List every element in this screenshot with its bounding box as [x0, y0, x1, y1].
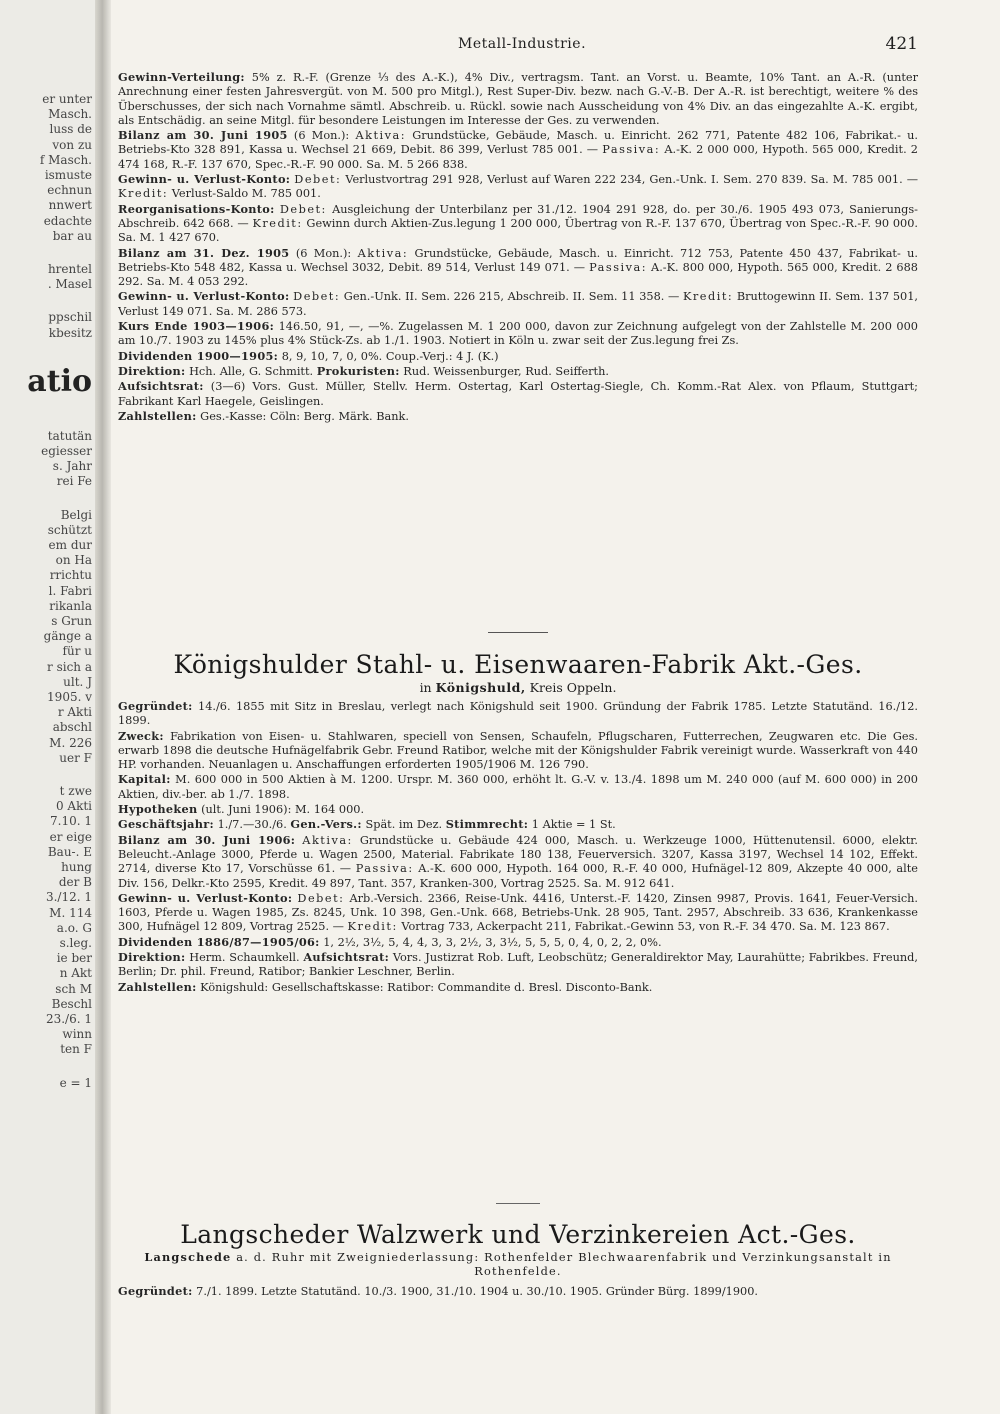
fragment-line: on Ha [55, 553, 92, 568]
fragment-line: schützt [47, 522, 92, 537]
section-title: Langscheder Walzwerk und Verzinkereien Act.-Ges. [180, 1220, 856, 1249]
top-entry [118, 70, 918, 424]
fragment-line: s Grun [51, 614, 92, 628]
fragment-line: ie ber [56, 951, 92, 966]
fragment-line: Belgi [60, 507, 92, 522]
fragment-line: er unter [42, 92, 92, 106]
fragment-line: . Masel [47, 277, 92, 292]
section-body [118, 699, 918, 995]
entry-paragraph: Gegründet: 14./6. 1855 mit Sitz in Breslau, verlegt nach Königshuld seit 1900. Gründung der Fabrik 1785. Letzte Statutänd. 16./12. 1899. [118, 699, 918, 728]
subtitle-suffix: Kreis Oppeln. [529, 680, 617, 695]
fragment-line: sch M [55, 981, 92, 996]
section-subtitle [118, 1250, 918, 1280]
fragment-line: gänge a [43, 629, 92, 644]
fragment-line: a.o. G [56, 920, 92, 935]
fragment-line: 23./6. 1 [45, 1012, 92, 1026]
fragment-line: Beschl [51, 996, 92, 1011]
entry-paragraph: Direktion: Herm. Schaumkell. Aufsichtsrat: Vors. Justizrat Rob. Luft, Leobschütz; Generaldirektor May, Laurahütte; Fabrikbes. Freund, Berlin; Dr. phil. Freund, Ratibor; Bankier Leschner, Berlin. [118, 950, 918, 979]
fragment-line: luss de [49, 122, 92, 137]
fragment-line: er eige [49, 829, 92, 844]
fragment-line: hrentel [47, 262, 92, 276]
fragment-line: M. 114 [49, 905, 92, 920]
fragment-line: abschl [52, 720, 92, 735]
fragment-line: 7.10. 1 [50, 814, 92, 829]
entry-paragraph: Dividenden 1886/87—1905/06: 1, 2½, 3½, 5, 4, 4, 3, 3, 2½, 3, 3½, 5, 5, 5, 0, 4, 0, 2, 2, 0%. [118, 934, 662, 949]
fragment-line: 1905. v [47, 690, 92, 704]
section-langscheder [118, 1220, 918, 1299]
section-divider [118, 632, 918, 633]
fragment-line: winn [62, 1027, 92, 1042]
entry-paragraph: Zweck: Fabrikation von Eisen- u. Stahlwaren, speciell von Sensen, Schaufeln, Pflugscharen, Futterrechen, Zeugwaren etc. Die Ges. erwarb 1898 die deutsche Hufnägelfabrik Gebr. Freund Ratibor, welche mit der Königshulder Fabrik vereinigt wurde. Wasserkraft von 440 HP. vorhanden. Neuanlagen u. Anschaffungen erforderten 1905/1906 M. 126 790. [118, 728, 918, 772]
entry-paragraph: Geschäftsjahr: 1./7.—30./6. Gen.-Vers.: Spät. im Dez. Stimmrecht: 1 Aktie = 1 St. [118, 817, 616, 832]
location-name: Langschede [144, 1250, 232, 1264]
fragment-line: s. Jahr [52, 459, 92, 474]
fragment-line: für u [62, 644, 92, 659]
adjacent-page-fragment [0, 0, 95, 1414]
fragment-line: rrichtu [49, 568, 92, 583]
entry-paragraph: Gewinn- u. Verlust-Konto: Debet: Arb.-Versich. 2366, Reise-Unk. 4416, Unterst.-F. 1420, Zinsen 9987, Provis. 1641, Feuer-Versich. 1603, Pferde u. Wagen 1985, Zs. 8245, Unk. 10 398, Gen.-Unk. 668, Betriebs-Unk. 28 905, Tant. 2957, Abschreib. 33 636, Krankenkasse 300, Hufnägel 12 809, Vortrag 2525. — Kredit: Vortrag 733, Ackerpacht 211, Fabrikat.-Gewinn 53, von R.-F. 34 470. Sa. M. 123 867. [118, 890, 918, 934]
fragment-line: r Akti [57, 705, 92, 720]
fragment-line: kbesitz [48, 325, 92, 340]
fragment-line: e = 1 [59, 1075, 92, 1090]
page-number: 421 [885, 34, 918, 54]
entry-paragraph: Kurs Ende 1903—1906: 146.50, 91, —, —%. Zugelassen M. 1 200 000, davon zur Zeichnung aufgelegt von der Zahlstelle M. 200 000 am 10./7. 1903 zu 145% plus 4% Stück-Zs. ab 1./1. 1903. Notiert in Köln u. zwar seit der Zus.legung frei Zs. [118, 319, 918, 348]
fragment-line: der B [58, 875, 92, 890]
fragment-line: egiesser [41, 444, 92, 458]
fragment-line: ten F [60, 1042, 92, 1057]
fragment-line: rikanla [49, 598, 92, 613]
fragment-line: 0 Akti [55, 799, 92, 814]
fragment-line: nnwert [48, 198, 92, 213]
entry-paragraph: Dividenden 1900—1905: 8, 9, 10, 7, 0, 0%. Coup.-Verj.: 4 J. (K.) [118, 348, 499, 363]
fragment-line: uer F [59, 750, 92, 765]
document-page [118, 0, 918, 1414]
entry-paragraph: Zahlstellen: Ges.-Kasse: Cöln: Berg. Märk. Bank. [118, 408, 409, 423]
entry-paragraph: Kapital: M. 600 000 in 500 Aktien à M. 1200. Urspr. M. 360 000, erhöht lt. G.-V. v. 13./4. 1898 um M. 240 000 (auf M. 600 000) in 200 Aktien, div.-ber. ab 1./7. 1898. [118, 772, 918, 801]
fragment-line: ppschil [48, 310, 92, 325]
fragment-line: em dur [48, 538, 92, 552]
entry-paragraph: Reorganisations-Konto: Debet: Ausgleichung der Unterbilanz per 31./12. 1904 291 928, do. per 30./6. 1905 493 073, Sanierungs-Abschreib. 642 668. — Kredit: Gewinn durch Aktien-Zus.legung 1 200 000, Übertrag von R.-F. 137 670, Übertrag von Spec.-R.-F. 90 000. Sa. M. 1 427 670. [118, 201, 918, 245]
fragment-line: ult. J [63, 674, 92, 689]
entry-paragraph: Bilanz am 30. Juni 1906: Aktiva: Grundstücke u. Gebäude 424 000, Masch. u. Werkzeuge 1000, Hüttenutensil. 6000, elektr. Beleucht.-Anlage 3000, Pferde u. Wagen 2500, Material. Fabrikate 180 138, Feuerversich. 3207, Kassa 3197, Wechsel 14 102, Effekt. 2714, diverse Kto 17, Vorschüsse 61. — Passiva: A.-K. 600 000, Hypoth. 164 000, R.-F. 40 000, Hufnägel-12 809, Akzepte 40 000, alte Div. 156, Delkr.-Kto 2595, Kredit. 49 897, Tant. 357, Kranken-300, Vortrag 2525. Sa. M. 912 641. [118, 832, 918, 890]
fragment-line: 3./12. 1 [45, 890, 92, 905]
running-title: Metall-Industrie. [458, 36, 587, 52]
fragment-line: ismuste [44, 168, 92, 182]
fragment-line: Bau-. E [47, 844, 92, 859]
subtitle-prefix: in [419, 680, 432, 695]
fragment-line: t zwe [59, 784, 92, 798]
entry-paragraph: Bilanz am 31. Dez. 1905 (6 Mon.): Aktiva: Grundstücke, Gebäude, Masch. u. Einricht. 712 753, Patente 450 437, Fabrikat- u. Betriebs-Kto 548 482, Kassa u. Wechsel 3032, Debit. 89 514, Verlust 149 071. — Passiva: A.-K. 800 000, Hypoth. 565 000, Kredit. 2 688 292. Sa. M. 4 053 292. [118, 245, 918, 289]
fragment-line: tatutän [47, 428, 92, 443]
section-title: Königshulder Stahl- u. Eisenwaaren-Fabrik Akt.-Ges. [173, 650, 863, 679]
section-subtitle [118, 680, 918, 696]
entry-paragraph: Aufsichtsrat: (3—6) Vors. Gust. Müller, Stellv. Herm. Ostertag, Karl Ostertag-Siegle, Ch. Komm.-Rat Alex. von Pflaum, Stuttgart; Fabrikant Karl Haegele, Geislingen. [118, 379, 918, 408]
fragment-line: atio [27, 364, 92, 399]
entry-paragraph: Gegründet: 7./1. 1899. Letzte Statutänd. 10./3. 1900, 31./10. 1904 u. 30./10. 1905. Gründer Bürg. 1899/1900. [118, 1283, 758, 1298]
fragment-line: f Masch. [39, 152, 92, 167]
fragment-line: hung [61, 860, 92, 874]
location-name: Königshuld, [435, 680, 526, 695]
entry-paragraph: Direktion: Hch. Alle, G. Schmitt. Prokuristen: Rud. Weissenburger, Rud. Seifferth. [118, 363, 609, 378]
section-body [118, 1284, 918, 1299]
fragment-line: bar au [52, 228, 92, 243]
entry-paragraph: Gewinn- u. Verlust-Konto: Debet: Gen.-Unk. II. Sem. 226 215, Abschreib. II. Sem. 11 358. — Kredit: Bruttogewinn II. Sem. 137 501, Verlust 149 071. Sa. M. 286 573. [118, 289, 918, 318]
fragment-line: rei Fe [56, 474, 92, 489]
entry-paragraph: Gewinn- u. Verlust-Konto: Debet: Verlustvortrag 291 928, Verlust auf Waren 222 234, Gen.-Unk. I. Sem. 270 839. Sa. M. 785 001. — Kredit: Verlust-Saldo M. 785 001. [118, 172, 918, 201]
fragment-line: Masch. [48, 107, 92, 122]
book-gutter [95, 0, 111, 1414]
entry-paragraph: Bilanz am 30. Juni 1905 (6 Mon.): Aktiva: Grundstücke, Gebäude, Masch. u. Einricht. 262 771, Patente 482 106, Fabrikat.- u. Betriebs-Kto 328 891, Kassa u. Wechsel 21 669, Debit. 86 399, Verlust 785 001. — Passiva: A.-K. 2 000 000, Hypoth. 565 000, Kredit. 2 474 168, R.-F. 137 670, Spec.-R.-F. 90 000. Sa. M. 5 266 838. [118, 128, 918, 171]
fragment-line: edachte [43, 213, 92, 228]
entry-paragraph: Gewinn-Verteilung: 5% z. R.-F. (Grenze ⅓ des A.-K.), 4% Div., vertragsm. Tant. an Vorst. u. Beamte, 10% Tant. an A.-R. (unter Anrechnung einer festen Jahresvergüt. von M. 500 pro Mitgl.), Rest Super-Div. bezw. nach G.-V.-B. Der A.-R. ist berechtigt, weitere % des Überschusses, der sich nach Vornahme sämtl. Abschreib. u. Rückl. sowie nach Ausscheidung von 4% Div. an das eingezahlte A.-K. ergibt, als Entschädig. an seine Mitgl. für besondere Leistungen im Interesse der Ges. zu verwenden. [118, 70, 918, 127]
section-divider [118, 1203, 918, 1204]
entry-paragraph: Hypotheken (ult. Juni 1906): M. 164 000. [118, 802, 365, 817]
fragment-line: r sich a [47, 659, 92, 674]
fragment-line: n Akt [59, 966, 92, 981]
fragment-line: s.leg. [59, 936, 92, 950]
fragment-line: M. 226 [49, 735, 92, 750]
fragment-line: l. Fabri [48, 583, 92, 598]
section-koenigshulder [118, 650, 918, 995]
entry-paragraph: Zahlstellen: Königshuld: Gesellschaftskasse: Ratibor: Commandite d. Bresl. Disconto-Bank. [118, 979, 653, 994]
subtitle-rest: a. d. Ruhr mit Zweigniederlassung: Rothenfelder Blechwaarenfabrik und Verzinkungsanstalt in Rothenfelde. [236, 1251, 892, 1279]
fragment-line: echnun [47, 183, 92, 198]
fragment-line: von zu [52, 137, 92, 152]
